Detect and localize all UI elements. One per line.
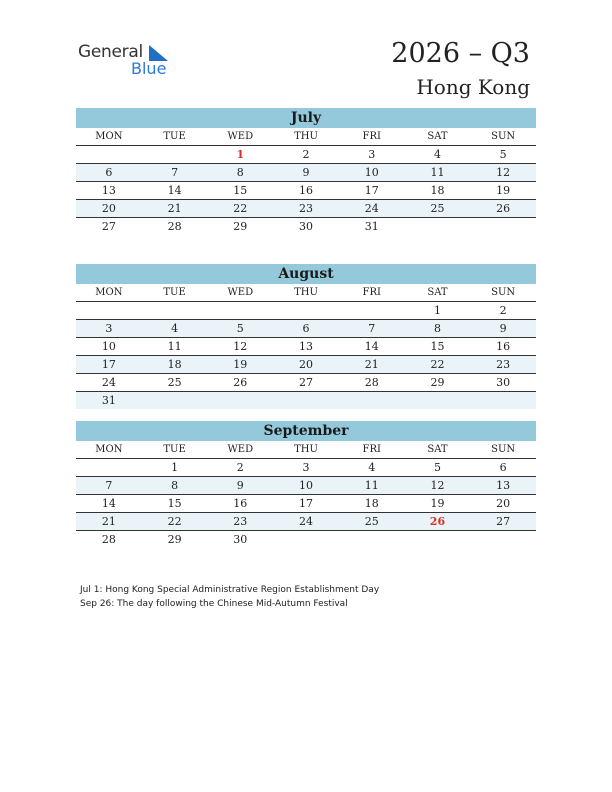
day-cell: 14 <box>167 184 182 197</box>
empty-day-cell <box>339 392 405 409</box>
empty-day-cell <box>273 531 339 548</box>
day-cell: 29 <box>430 376 445 389</box>
day-cell: 1 <box>236 148 245 161</box>
empty-day-cell <box>470 218 536 235</box>
day-cell: 12 <box>233 340 248 353</box>
weekday-label: MON <box>95 287 123 298</box>
day-cell: 10 <box>299 479 314 492</box>
weekday-label: TUE <box>163 287 186 298</box>
day-cell: 20 <box>101 202 116 215</box>
day-cell: 8 <box>433 322 441 335</box>
month-august <box>76 264 536 409</box>
day-cell: 19 <box>233 358 248 371</box>
holiday-note: Jul 1: Hong Kong Special Administrative Region Establishment Day <box>80 585 380 595</box>
day-cell: 28 <box>101 533 116 546</box>
day-cell: 2 <box>302 148 310 161</box>
empty-day-cell <box>273 392 339 409</box>
empty-day-cell <box>76 459 142 476</box>
day-cell: 4 <box>433 148 441 161</box>
week-row <box>76 200 536 218</box>
weekday-label: WED <box>227 444 254 455</box>
weekday-label: SUN <box>491 287 516 298</box>
week-row <box>76 392 536 409</box>
day-cell: 8 <box>236 166 244 179</box>
empty-day-cell <box>142 392 208 409</box>
day-cell: 14 <box>364 340 379 353</box>
day-cell: 30 <box>496 376 511 389</box>
day-cell: 29 <box>167 533 182 546</box>
day-cell: 22 <box>233 202 248 215</box>
empty-day-cell <box>405 531 471 548</box>
weekday-label: THU <box>294 287 318 298</box>
day-cell: 24 <box>299 515 314 528</box>
week-row <box>76 164 536 182</box>
day-cell: 14 <box>101 497 116 510</box>
day-cell: 9 <box>302 166 310 179</box>
empty-day-cell <box>405 218 471 235</box>
day-cell: 7 <box>171 166 179 179</box>
weekday-label: TUE <box>163 131 186 142</box>
week-row <box>76 356 536 374</box>
week-row <box>76 320 536 338</box>
day-cell: 30 <box>233 533 248 546</box>
day-cell: 18 <box>430 184 445 197</box>
weekday-label: SAT <box>427 444 448 455</box>
day-cell: 17 <box>101 358 116 371</box>
day-cell: 26 <box>429 515 446 528</box>
day-cell: 2 <box>236 461 244 474</box>
weekday-header-row <box>76 441 536 459</box>
day-cell: 30 <box>299 220 314 233</box>
day-cell: 22 <box>430 358 445 371</box>
week-row <box>76 513 536 531</box>
day-cell: 8 <box>171 479 179 492</box>
day-cell: 24 <box>101 376 116 389</box>
day-cell: 6 <box>302 322 310 335</box>
day-cell: 19 <box>430 497 445 510</box>
weekday-label: MON <box>95 444 123 455</box>
day-cell: 23 <box>496 358 511 371</box>
empty-day-cell <box>142 146 208 163</box>
weekday-header-row <box>76 128 536 146</box>
day-cell: 23 <box>233 515 248 528</box>
day-cell: 27 <box>101 220 116 233</box>
empty-day-cell <box>207 392 273 409</box>
week-row <box>76 218 536 235</box>
day-cell: 3 <box>105 322 113 335</box>
day-cell: 13 <box>496 479 511 492</box>
day-cell: 25 <box>167 376 182 389</box>
day-cell: 28 <box>167 220 182 233</box>
week-row <box>76 338 536 356</box>
weekday-label: SAT <box>427 287 448 298</box>
week-row <box>76 302 536 320</box>
empty-day-cell <box>76 146 142 163</box>
day-cell: 4 <box>171 322 179 335</box>
week-rows <box>76 302 536 409</box>
day-cell: 12 <box>430 479 445 492</box>
week-rows <box>76 146 536 235</box>
day-cell: 15 <box>430 340 445 353</box>
day-cell: 26 <box>233 376 248 389</box>
empty-day-cell <box>339 302 405 319</box>
day-cell: 29 <box>233 220 248 233</box>
day-cell: 27 <box>496 515 511 528</box>
week-row <box>76 495 536 513</box>
weekday-label: TUE <box>163 444 186 455</box>
month-title: September <box>76 421 536 441</box>
day-cell: 2 <box>499 304 507 317</box>
empty-day-cell <box>207 302 273 319</box>
weekday-label: MON <box>95 131 123 142</box>
weekday-label: SUN <box>491 131 516 142</box>
weekday-label: THU <box>294 444 318 455</box>
day-cell: 5 <box>433 461 441 474</box>
day-cell: 17 <box>364 184 379 197</box>
day-cell: 26 <box>496 202 511 215</box>
day-cell: 11 <box>167 340 182 353</box>
weekday-label: WED <box>227 287 254 298</box>
day-cell: 15 <box>167 497 182 510</box>
day-cell: 13 <box>299 340 314 353</box>
day-cell: 31 <box>101 394 116 407</box>
empty-day-cell <box>76 302 142 319</box>
week-row <box>76 459 536 477</box>
weekday-label: SAT <box>427 131 448 142</box>
day-cell: 21 <box>364 358 379 371</box>
day-cell: 25 <box>364 515 379 528</box>
day-cell: 17 <box>299 497 314 510</box>
month-title: July <box>76 108 536 128</box>
weekday-label: FRI <box>362 287 381 298</box>
week-row <box>76 531 536 548</box>
day-cell: 18 <box>364 497 379 510</box>
day-cell: 12 <box>496 166 511 179</box>
weekday-label: WED <box>227 131 254 142</box>
page-title: 2026 – Q3 <box>391 38 530 69</box>
day-cell: 24 <box>364 202 379 215</box>
region-name: Hong Kong <box>416 75 530 99</box>
day-cell: 11 <box>430 166 445 179</box>
empty-day-cell <box>339 531 405 548</box>
day-cell: 4 <box>368 461 376 474</box>
empty-day-cell <box>470 392 536 409</box>
week-rows <box>76 459 536 548</box>
day-cell: 9 <box>499 322 507 335</box>
weekday-label: FRI <box>362 131 381 142</box>
day-cell: 1 <box>171 461 179 474</box>
day-cell: 6 <box>105 166 113 179</box>
day-cell: 5 <box>499 148 507 161</box>
weekday-label: SUN <box>491 444 516 455</box>
day-cell: 6 <box>499 461 507 474</box>
day-cell: 21 <box>101 515 116 528</box>
week-row <box>76 182 536 200</box>
day-cell: 3 <box>302 461 310 474</box>
weekday-label: FRI <box>362 444 381 455</box>
month-july <box>76 108 536 235</box>
day-cell: 23 <box>299 202 314 215</box>
week-row <box>76 374 536 392</box>
month-september <box>76 421 536 548</box>
day-cell: 7 <box>105 479 113 492</box>
day-cell: 22 <box>167 515 182 528</box>
day-cell: 9 <box>236 479 244 492</box>
day-cell: 31 <box>364 220 379 233</box>
day-cell: 1 <box>433 304 441 317</box>
weekday-label: THU <box>294 131 318 142</box>
day-cell: 5 <box>236 322 244 335</box>
day-cell: 16 <box>496 340 511 353</box>
empty-day-cell <box>470 531 536 548</box>
day-cell: 16 <box>233 497 248 510</box>
week-row <box>76 477 536 495</box>
weekday-header-row <box>76 284 536 302</box>
day-cell: 20 <box>496 497 511 510</box>
day-cell: 20 <box>299 358 314 371</box>
week-row <box>76 146 536 164</box>
day-cell: 7 <box>368 322 376 335</box>
day-cell: 3 <box>368 148 376 161</box>
day-cell: 10 <box>101 340 116 353</box>
day-cell: 16 <box>299 184 314 197</box>
logo-general-text: General <box>78 42 143 62</box>
day-cell: 13 <box>101 184 116 197</box>
day-cell: 21 <box>167 202 182 215</box>
day-cell: 19 <box>496 184 511 197</box>
logo-blue-text: Blue <box>131 59 167 78</box>
empty-day-cell <box>273 302 339 319</box>
generalblue-logo <box>78 40 188 80</box>
day-cell: 25 <box>430 202 445 215</box>
day-cell: 15 <box>233 184 248 197</box>
day-cell: 18 <box>167 358 182 371</box>
month-title: August <box>76 264 536 284</box>
day-cell: 10 <box>364 166 379 179</box>
empty-day-cell <box>142 302 208 319</box>
holiday-notes <box>80 583 379 611</box>
empty-day-cell <box>405 392 471 409</box>
day-cell: 28 <box>364 376 379 389</box>
holiday-note: Sep 26: The day following the Chinese Mid-Autumn Festival <box>80 599 348 609</box>
day-cell: 27 <box>299 376 314 389</box>
day-cell: 11 <box>364 479 379 492</box>
